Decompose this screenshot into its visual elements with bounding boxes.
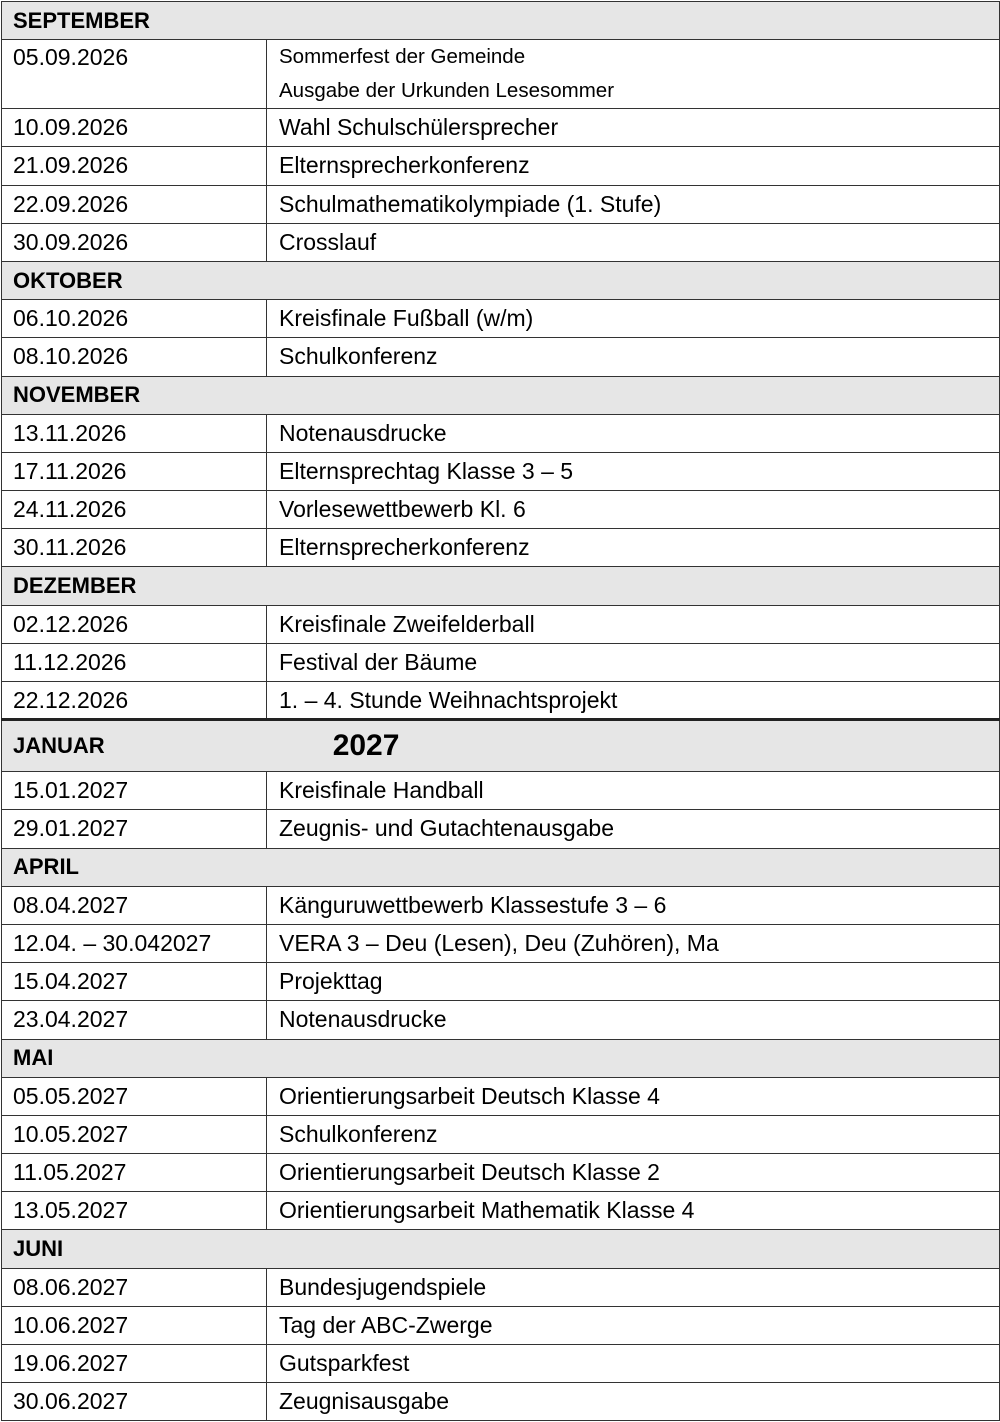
event-text: Schulkonferenz (279, 343, 438, 370)
month-header-cell (2, 376, 1000, 414)
event-row (2, 40, 1000, 109)
event-description (267, 1001, 1000, 1039)
event-date: 08.04.2027 (2, 886, 267, 924)
month-label: NOVEMBER (13, 382, 141, 408)
event-row (2, 147, 1000, 185)
calendar-body (2, 2, 1000, 1421)
month-label: DEZEMBER (13, 573, 137, 599)
event-date: 29.01.2027 (2, 810, 267, 848)
event-row (2, 1001, 1000, 1039)
event-description (267, 1383, 1000, 1421)
event-row (2, 109, 1000, 147)
event-date: 06.10.2026 (2, 300, 267, 338)
event-date: 05.05.2027 (2, 1077, 267, 1115)
event-description (267, 414, 1000, 452)
school-calendar (1, 1, 999, 1421)
event-description (267, 147, 1000, 185)
event-text: Notenausdrucke (279, 419, 447, 446)
event-description (267, 223, 1000, 261)
event-text: Kreisfinale Fußball (w/m) (279, 305, 534, 332)
event-row (2, 223, 1000, 261)
event-row (2, 338, 1000, 376)
month-label: JUNI (13, 1236, 64, 1262)
month-header-row (2, 1230, 1000, 1268)
event-row (2, 300, 1000, 338)
event-description (267, 1268, 1000, 1306)
event-text: Wahl Schulschülersprecher (279, 114, 559, 141)
month-label: OKTOBER (13, 267, 123, 293)
event-description (267, 185, 1000, 223)
month-header-cell (2, 2, 1000, 40)
event-row (2, 1306, 1000, 1344)
event-text: Kreisfinale Zweifelderball (279, 610, 535, 637)
event-text: Schulmathematikolympiade (1. Stufe) (279, 190, 662, 217)
event-row (2, 1192, 1000, 1230)
event-row (2, 772, 1000, 810)
event-description (267, 643, 1000, 681)
event-date: 24.11.2026 (2, 491, 267, 529)
event-text: 1. – 4. Stunde Weihnachtsprojekt (279, 686, 618, 713)
event-description (267, 1115, 1000, 1153)
event-description (267, 452, 1000, 490)
event-description (267, 963, 1000, 1001)
event-text: Elternsprecherkonferenz (279, 152, 530, 179)
event-date: 22.09.2026 (2, 185, 267, 223)
event-date: 10.05.2027 (2, 1115, 267, 1153)
event-text: Sommerfest der Gemeinde (279, 45, 526, 69)
event-date: 11.12.2026 (2, 643, 267, 681)
event-row (2, 924, 1000, 962)
event-date: 30.09.2026 (2, 223, 267, 261)
event-text: Ausgabe der Urkunden Lesesommer (279, 79, 615, 103)
event-description (267, 109, 1000, 147)
event-description (267, 605, 1000, 643)
event-date: 17.11.2026 (2, 452, 267, 490)
event-row (2, 1115, 1000, 1153)
event-text: Vorlesewettbewerb Kl. 6 (279, 496, 526, 523)
event-description (267, 300, 1000, 338)
event-description (267, 1192, 1000, 1230)
event-text: Zeugnis- und Gutachtenausgabe (279, 815, 615, 842)
event-date: 15.01.2027 (2, 772, 267, 810)
event-date: 10.09.2026 (2, 109, 267, 147)
event-description (267, 1077, 1000, 1115)
event-text: Zeugnisausgabe (279, 1388, 450, 1415)
month-header-row (2, 567, 1000, 605)
month-label: JANUAR (13, 733, 105, 759)
event-description (267, 924, 1000, 962)
event-description (267, 338, 1000, 376)
event-row (2, 1345, 1000, 1383)
event-row (2, 1077, 1000, 1115)
event-date: 15.04.2027 (2, 963, 267, 1001)
event-date: 10.06.2027 (2, 1306, 267, 1344)
event-row (2, 643, 1000, 681)
event-description (267, 40, 1000, 109)
month-header-cell (2, 720, 1000, 772)
event-date: 22.12.2026 (2, 682, 267, 720)
event-date: 13.11.2026 (2, 414, 267, 452)
event-description (267, 772, 1000, 810)
event-text: Orientierungsarbeit Deutsch Klasse 4 (279, 1082, 660, 1109)
event-text: Orientierungsarbeit Mathematik Klasse 4 (279, 1197, 695, 1224)
month-header-cell (2, 848, 1000, 886)
event-text: Orientierungsarbeit Deutsch Klasse 2 (279, 1159, 660, 1186)
month-header-cell (2, 261, 1000, 299)
event-date: 02.12.2026 (2, 605, 267, 643)
event-row (2, 452, 1000, 490)
event-row (2, 886, 1000, 924)
event-row (2, 1383, 1000, 1421)
event-date: 13.05.2027 (2, 1192, 267, 1230)
event-row (2, 185, 1000, 223)
month-header-row (2, 848, 1000, 886)
event-row (2, 529, 1000, 567)
event-description (267, 682, 1000, 720)
event-text: Gutsparkfest (279, 1350, 410, 1377)
year-label: 2027 (332, 729, 400, 763)
event-text: Schulkonferenz (279, 1120, 438, 1147)
event-text: Elternsprecherkonferenz (279, 534, 530, 561)
event-date: 30.06.2027 (2, 1383, 267, 1421)
event-text: Projekttag (279, 968, 383, 995)
event-date: 21.09.2026 (2, 147, 267, 185)
calendar-table (1, 1, 1000, 1421)
event-row (2, 414, 1000, 452)
event-date: 05.09.2026 (2, 40, 267, 109)
month-header-cell (2, 1230, 1000, 1268)
event-row (2, 810, 1000, 848)
month-header-row (2, 720, 1000, 772)
event-date: 30.11.2026 (2, 529, 267, 567)
event-text: Kreisfinale Handball (279, 777, 484, 804)
event-text: Bundesjugendspiele (279, 1273, 487, 1300)
event-text: VERA 3 – Deu (Lesen), Deu (Zuhören), Ma (279, 930, 719, 957)
month-header-row (2, 1039, 1000, 1077)
event-text: Tag der ABC-Zwerge (279, 1311, 493, 1338)
event-date: 23.04.2027 (2, 1001, 267, 1039)
event-text: Elternsprechtag Klasse 3 – 5 (279, 457, 574, 484)
event-row (2, 1268, 1000, 1306)
month-header-row (2, 376, 1000, 414)
event-text: Festival der Bäume (279, 648, 478, 675)
event-text: Känguruwettbewerb Klassestufe 3 – 6 (279, 891, 667, 918)
event-row (2, 491, 1000, 529)
month-header-row (2, 2, 1000, 40)
event-description (267, 1154, 1000, 1192)
event-row (2, 1154, 1000, 1192)
event-description (267, 491, 1000, 529)
event-description (267, 810, 1000, 848)
month-header-cell (2, 1039, 1000, 1077)
month-label: MAI (13, 1045, 54, 1071)
event-description (267, 1345, 1000, 1383)
event-description (267, 1306, 1000, 1344)
month-label: SEPTEMBER (13, 7, 150, 33)
event-text: Crosslauf (279, 228, 377, 255)
event-date: 11.05.2027 (2, 1154, 267, 1192)
event-date: 19.06.2027 (2, 1345, 267, 1383)
event-date: 08.10.2026 (2, 338, 267, 376)
event-description (267, 529, 1000, 567)
event-text: Notenausdrucke (279, 1006, 447, 1033)
event-row (2, 682, 1000, 720)
event-date: 08.06.2027 (2, 1268, 267, 1306)
month-header-cell (2, 567, 1000, 605)
event-row (2, 963, 1000, 1001)
event-row (2, 605, 1000, 643)
month-header-row (2, 261, 1000, 299)
event-date: 12.04. – 30.042027 (2, 924, 267, 962)
event-description (267, 886, 1000, 924)
month-label: APRIL (13, 854, 79, 880)
